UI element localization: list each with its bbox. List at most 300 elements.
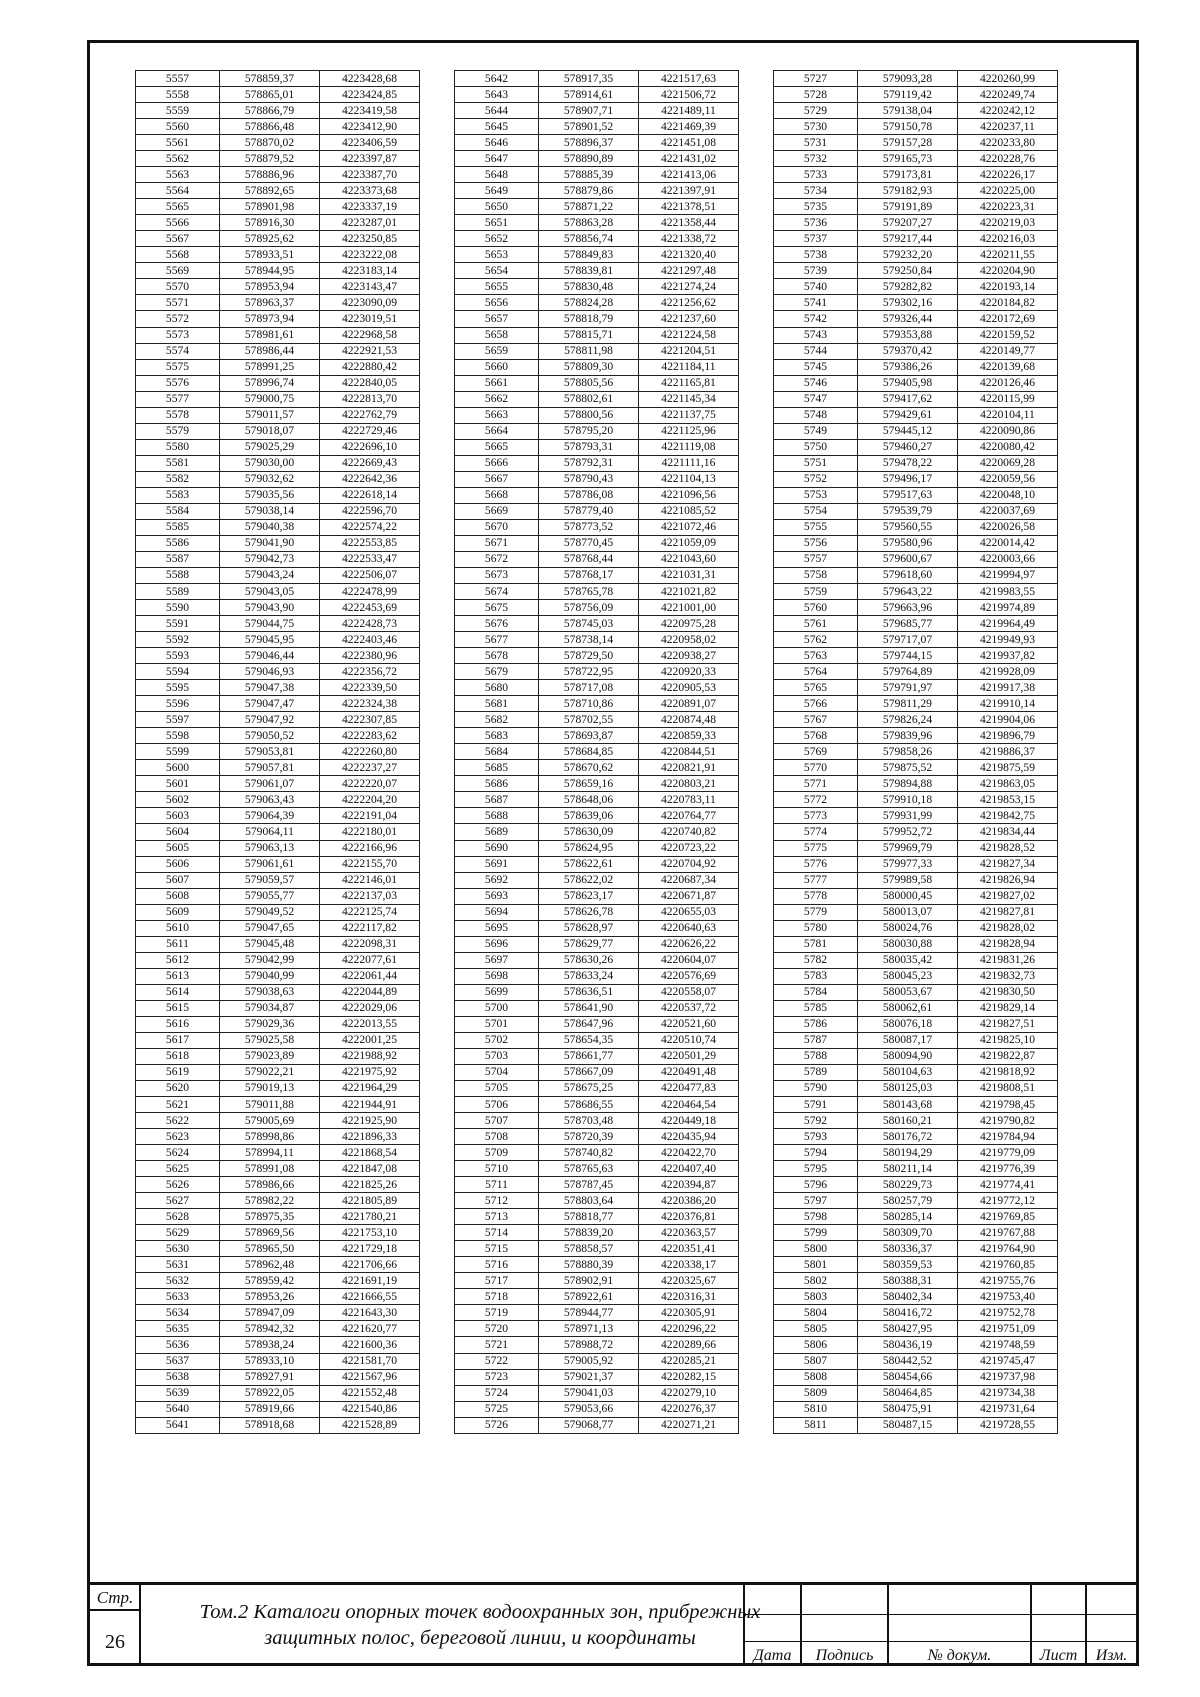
y-coordinate-cell: 4221119,08 xyxy=(639,439,739,455)
y-coordinate-cell: 4220316,31 xyxy=(639,1289,739,1305)
table-row xyxy=(774,519,1058,535)
point-number-cell: 5723 xyxy=(455,1369,539,1385)
point-number-cell: 5567 xyxy=(136,231,220,247)
point-number-cell: 5762 xyxy=(774,632,858,648)
x-coordinate-cell: 578717,08 xyxy=(539,680,639,696)
x-coordinate-cell: 580053,67 xyxy=(858,984,958,1000)
x-coordinate-cell: 578670,62 xyxy=(539,760,639,776)
point-number-cell: 5663 xyxy=(455,407,539,423)
y-coordinate-cell: 4223419,58 xyxy=(320,103,420,119)
y-coordinate-cell: 4220260,99 xyxy=(958,71,1058,87)
x-coordinate-cell: 579931,99 xyxy=(858,808,958,824)
x-coordinate-cell: 578959,42 xyxy=(220,1273,320,1289)
point-number-cell: 5707 xyxy=(455,1113,539,1129)
x-coordinate-cell: 580427,95 xyxy=(858,1321,958,1337)
point-number-cell: 5729 xyxy=(774,103,858,119)
x-coordinate-cell: 578982,22 xyxy=(220,1193,320,1209)
point-number-cell: 5686 xyxy=(455,776,539,792)
x-coordinate-cell: 579021,37 xyxy=(539,1369,639,1385)
x-coordinate-cell: 578858,57 xyxy=(539,1241,639,1257)
x-coordinate-cell: 578805,56 xyxy=(539,375,639,391)
x-coordinate-cell: 579043,05 xyxy=(220,584,320,600)
table-row xyxy=(455,1273,739,1289)
x-coordinate-cell: 580104,63 xyxy=(858,1064,958,1080)
y-coordinate-cell: 4221925,90 xyxy=(320,1113,420,1129)
x-coordinate-cell: 579894,88 xyxy=(858,776,958,792)
x-coordinate-cell: 578991,25 xyxy=(220,359,320,375)
y-coordinate-cell: 4219910,14 xyxy=(958,696,1058,712)
point-number-cell: 5611 xyxy=(136,936,220,952)
table-row xyxy=(455,103,739,119)
x-coordinate-cell: 580475,91 xyxy=(858,1401,958,1417)
y-coordinate-cell: 4222125,74 xyxy=(320,904,420,920)
point-number-cell: 5649 xyxy=(455,183,539,199)
table-row xyxy=(136,103,420,119)
table-row xyxy=(136,167,420,183)
table-row xyxy=(455,920,739,936)
table-row xyxy=(136,952,420,968)
point-number-cell: 5766 xyxy=(774,696,858,712)
point-number-cell: 5579 xyxy=(136,423,220,439)
x-coordinate-cell: 579460,27 xyxy=(858,439,958,455)
point-number-cell: 5697 xyxy=(455,952,539,968)
y-coordinate-cell: 4222098,31 xyxy=(320,936,420,952)
point-number-cell: 5638 xyxy=(136,1369,220,1385)
point-number-cell: 5672 xyxy=(455,551,539,567)
x-coordinate-cell: 578710,86 xyxy=(539,696,639,712)
y-coordinate-cell: 4219829,14 xyxy=(958,1000,1058,1016)
point-number-cell: 5803 xyxy=(774,1289,858,1305)
table-row xyxy=(455,936,739,952)
y-coordinate-cell: 4221338,72 xyxy=(639,231,739,247)
y-coordinate-cell: 4220704,92 xyxy=(639,856,739,872)
y-coordinate-cell: 4220687,34 xyxy=(639,872,739,888)
table-row xyxy=(774,535,1058,551)
y-coordinate-cell: 4220435,94 xyxy=(639,1129,739,1145)
table-row xyxy=(136,1016,420,1032)
y-coordinate-cell: 4222001,25 xyxy=(320,1032,420,1048)
table-row xyxy=(455,1080,739,1096)
point-number-cell: 5783 xyxy=(774,968,858,984)
y-coordinate-cell: 4221753,10 xyxy=(320,1225,420,1241)
point-number-cell: 5580 xyxy=(136,439,220,455)
y-coordinate-cell: 4220211,55 xyxy=(958,247,1058,263)
x-coordinate-cell: 578856,74 xyxy=(539,231,639,247)
table-row xyxy=(774,968,1058,984)
x-coordinate-cell: 579643,22 xyxy=(858,584,958,600)
y-coordinate-cell: 4219974,89 xyxy=(958,600,1058,616)
y-coordinate-cell: 4221001,00 xyxy=(639,600,739,616)
y-coordinate-cell: 4222968,58 xyxy=(320,327,420,343)
point-number-cell: 5698 xyxy=(455,968,539,984)
y-coordinate-cell: 4221320,40 xyxy=(639,247,739,263)
point-number-cell: 5781 xyxy=(774,936,858,952)
y-coordinate-cell: 4220376,81 xyxy=(639,1209,739,1225)
point-number-cell: 5575 xyxy=(136,359,220,375)
table-row xyxy=(774,1241,1058,1257)
point-number-cell: 5713 xyxy=(455,1209,539,1225)
point-number-cell: 5756 xyxy=(774,535,858,551)
x-coordinate-cell: 579050,52 xyxy=(220,728,320,744)
y-coordinate-cell: 4223373,68 xyxy=(320,183,420,199)
table-row xyxy=(774,151,1058,167)
point-number-cell: 5808 xyxy=(774,1369,858,1385)
x-coordinate-cell: 579405,98 xyxy=(858,375,958,391)
x-coordinate-cell: 578981,61 xyxy=(220,327,320,343)
y-coordinate-cell: 4220407,40 xyxy=(639,1161,739,1177)
document-title-line-1: Том.2 Каталоги опорных точек водоохранных зон, прибрежных xyxy=(199,1601,761,1623)
table-row xyxy=(774,840,1058,856)
x-coordinate-cell: 579053,66 xyxy=(539,1401,639,1417)
y-coordinate-cell: 4220576,69 xyxy=(639,968,739,984)
table-row xyxy=(774,888,1058,904)
point-number-cell: 5624 xyxy=(136,1145,220,1161)
y-coordinate-cell: 4222220,07 xyxy=(320,776,420,792)
point-number-cell: 5604 xyxy=(136,824,220,840)
table-row xyxy=(455,327,739,343)
y-coordinate-cell: 4220104,11 xyxy=(958,407,1058,423)
y-coordinate-cell: 4220159,52 xyxy=(958,327,1058,343)
y-coordinate-cell: 4220723,22 xyxy=(639,840,739,856)
point-number-cell: 5564 xyxy=(136,183,220,199)
x-coordinate-cell: 578839,20 xyxy=(539,1225,639,1241)
page-number: 26 xyxy=(105,1631,125,1653)
x-coordinate-cell: 579045,95 xyxy=(220,632,320,648)
table-row xyxy=(455,1000,739,1016)
y-coordinate-cell: 4219827,51 xyxy=(958,1016,1058,1032)
point-number-cell: 5669 xyxy=(455,503,539,519)
y-coordinate-cell: 4220363,57 xyxy=(639,1225,739,1241)
x-coordinate-cell: 578902,91 xyxy=(539,1273,639,1289)
y-coordinate-cell: 4219798,45 xyxy=(958,1097,1058,1113)
point-number-cell: 5614 xyxy=(136,984,220,1000)
point-number-cell: 5798 xyxy=(774,1209,858,1225)
y-coordinate-cell: 4222880,42 xyxy=(320,359,420,375)
table-row xyxy=(774,167,1058,183)
table-row xyxy=(455,471,739,487)
table-row xyxy=(774,792,1058,808)
point-number-cell: 5678 xyxy=(455,648,539,664)
table-row xyxy=(455,1129,739,1145)
table-row xyxy=(136,535,420,551)
y-coordinate-cell: 4221125,96 xyxy=(639,423,739,439)
point-number-cell: 5797 xyxy=(774,1193,858,1209)
x-coordinate-cell: 579049,52 xyxy=(220,904,320,920)
y-coordinate-cell: 4219825,10 xyxy=(958,1032,1058,1048)
y-coordinate-cell: 4219760,85 xyxy=(958,1257,1058,1273)
table-row xyxy=(136,1193,420,1209)
y-coordinate-cell: 4220604,07 xyxy=(639,952,739,968)
x-coordinate-cell: 579005,92 xyxy=(539,1353,639,1369)
point-number-cell: 5681 xyxy=(455,696,539,712)
point-number-cell: 5741 xyxy=(774,295,858,311)
x-coordinate-cell: 578986,44 xyxy=(220,343,320,359)
point-number-cell: 5591 xyxy=(136,616,220,632)
table-row xyxy=(455,744,739,760)
x-coordinate-cell: 578623,17 xyxy=(539,888,639,904)
point-number-cell: 5644 xyxy=(455,103,539,119)
y-coordinate-cell: 4221043,60 xyxy=(639,551,739,567)
point-number-cell: 5627 xyxy=(136,1193,220,1209)
x-coordinate-cell: 578919,66 xyxy=(220,1401,320,1417)
y-coordinate-cell: 4223337,19 xyxy=(320,199,420,215)
y-coordinate-cell: 4219832,73 xyxy=(958,968,1058,984)
y-coordinate-cell: 4222921,53 xyxy=(320,343,420,359)
table-row xyxy=(136,760,420,776)
y-coordinate-cell: 4222729,46 xyxy=(320,423,420,439)
table-row xyxy=(136,1337,420,1353)
table-row xyxy=(136,1161,420,1177)
point-number-cell: 5780 xyxy=(774,920,858,936)
table-row xyxy=(455,1305,739,1321)
table-row xyxy=(774,616,1058,632)
point-number-cell: 5749 xyxy=(774,423,858,439)
y-coordinate-cell: 4220126,46 xyxy=(958,375,1058,391)
point-number-cell: 5557 xyxy=(136,71,220,87)
y-coordinate-cell: 4220501,29 xyxy=(639,1048,739,1064)
point-number-cell: 5779 xyxy=(774,904,858,920)
y-coordinate-cell: 4220219,03 xyxy=(958,215,1058,231)
y-coordinate-cell: 4219728,55 xyxy=(958,1417,1058,1433)
table-row xyxy=(774,712,1058,728)
point-number-cell: 5568 xyxy=(136,247,220,263)
point-number-cell: 5786 xyxy=(774,1016,858,1032)
x-coordinate-cell: 578622,61 xyxy=(539,856,639,872)
y-coordinate-cell: 4220225,00 xyxy=(958,183,1058,199)
point-number-cell: 5782 xyxy=(774,952,858,968)
x-coordinate-cell: 579063,43 xyxy=(220,792,320,808)
point-number-cell: 5784 xyxy=(774,984,858,1000)
table-row xyxy=(136,423,420,439)
x-coordinate-cell: 579839,96 xyxy=(858,728,958,744)
y-coordinate-cell: 4220905,53 xyxy=(639,680,739,696)
table-row xyxy=(774,71,1058,87)
table-row xyxy=(136,1417,420,1433)
y-coordinate-cell: 4222166,96 xyxy=(320,840,420,856)
point-number-cell: 5743 xyxy=(774,327,858,343)
point-number-cell: 5569 xyxy=(136,263,220,279)
y-coordinate-cell: 4220289,66 xyxy=(639,1337,739,1353)
x-coordinate-cell: 579764,89 xyxy=(858,664,958,680)
table-row xyxy=(136,215,420,231)
y-coordinate-cell: 4219937,82 xyxy=(958,648,1058,664)
table-row xyxy=(136,1080,420,1096)
point-number-cell: 5687 xyxy=(455,792,539,808)
x-coordinate-cell: 578849,83 xyxy=(539,247,639,263)
x-coordinate-cell: 578890,89 xyxy=(539,151,639,167)
x-coordinate-cell: 578996,74 xyxy=(220,375,320,391)
x-coordinate-cell: 579560,55 xyxy=(858,519,958,535)
sheet-column-label: Лист xyxy=(1039,1647,1078,1664)
table-row xyxy=(136,904,420,920)
x-coordinate-cell: 579040,99 xyxy=(220,968,320,984)
table-row xyxy=(455,584,739,600)
table-row xyxy=(136,295,420,311)
y-coordinate-cell: 4220740,82 xyxy=(639,824,739,840)
x-coordinate-cell: 578953,26 xyxy=(220,1289,320,1305)
table-row xyxy=(136,888,420,904)
x-coordinate-cell: 578969,56 xyxy=(220,1225,320,1241)
x-coordinate-cell: 579858,26 xyxy=(858,744,958,760)
point-number-cell: 5745 xyxy=(774,359,858,375)
x-coordinate-cell: 579019,13 xyxy=(220,1080,320,1096)
point-number-cell: 5701 xyxy=(455,1016,539,1032)
table-row xyxy=(136,824,420,840)
x-coordinate-cell: 580035,42 xyxy=(858,952,958,968)
point-number-cell: 5662 xyxy=(455,391,539,407)
x-coordinate-cell: 579043,24 xyxy=(220,567,320,583)
point-number-cell: 5776 xyxy=(774,856,858,872)
point-number-cell: 5633 xyxy=(136,1289,220,1305)
point-number-cell: 5655 xyxy=(455,279,539,295)
point-number-cell: 5718 xyxy=(455,1289,539,1305)
x-coordinate-cell: 580436,19 xyxy=(858,1337,958,1353)
y-coordinate-cell: 4219822,87 xyxy=(958,1048,1058,1064)
table-row xyxy=(455,1401,739,1417)
table-row xyxy=(136,808,420,824)
point-number-cell: 5791 xyxy=(774,1097,858,1113)
x-coordinate-cell: 578944,95 xyxy=(220,263,320,279)
table-row xyxy=(774,696,1058,712)
table-row xyxy=(136,968,420,984)
point-number-cell: 5559 xyxy=(136,103,220,119)
point-number-cell: 5600 xyxy=(136,760,220,776)
point-number-cell: 5637 xyxy=(136,1353,220,1369)
y-coordinate-cell: 4221237,60 xyxy=(639,311,739,327)
point-number-cell: 5679 xyxy=(455,664,539,680)
table-row xyxy=(455,1369,739,1385)
point-number-cell: 5747 xyxy=(774,391,858,407)
x-coordinate-cell: 578879,52 xyxy=(220,151,320,167)
x-coordinate-cell: 578944,77 xyxy=(539,1305,639,1321)
table-row xyxy=(455,1417,739,1433)
y-coordinate-cell: 4222137,03 xyxy=(320,888,420,904)
point-number-cell: 5717 xyxy=(455,1273,539,1289)
x-coordinate-cell: 580487,15 xyxy=(858,1417,958,1433)
x-coordinate-cell: 579207,27 xyxy=(858,215,958,231)
y-coordinate-cell: 4219828,94 xyxy=(958,936,1058,952)
table-row xyxy=(774,1097,1058,1113)
y-coordinate-cell: 4222669,43 xyxy=(320,455,420,471)
x-coordinate-cell: 579038,14 xyxy=(220,503,320,519)
x-coordinate-cell: 578998,86 xyxy=(220,1129,320,1145)
y-coordinate-cell: 4222191,04 xyxy=(320,808,420,824)
x-coordinate-cell: 578756,09 xyxy=(539,600,639,616)
coordinates-table-2 xyxy=(454,70,739,1434)
point-number-cell: 5752 xyxy=(774,471,858,487)
y-coordinate-cell: 4219827,81 xyxy=(958,904,1058,920)
y-coordinate-cell: 4220271,21 xyxy=(639,1417,739,1433)
x-coordinate-cell: 580030,88 xyxy=(858,936,958,952)
y-coordinate-cell: 4219734,38 xyxy=(958,1385,1058,1401)
point-number-cell: 5682 xyxy=(455,712,539,728)
y-coordinate-cell: 4220037,69 xyxy=(958,503,1058,519)
table-row xyxy=(774,872,1058,888)
point-number-cell: 5635 xyxy=(136,1321,220,1337)
document-number-column-label: № докум. xyxy=(927,1647,992,1664)
point-number-cell: 5790 xyxy=(774,1080,858,1096)
x-coordinate-cell: 579022,21 xyxy=(220,1064,320,1080)
table-row xyxy=(136,247,420,263)
x-coordinate-cell: 578901,52 xyxy=(539,119,639,135)
table-row xyxy=(455,952,739,968)
x-coordinate-cell: 579041,03 xyxy=(539,1385,639,1401)
table-row xyxy=(136,503,420,519)
point-number-cell: 5751 xyxy=(774,455,858,471)
table-row xyxy=(455,856,739,872)
point-number-cell: 5641 xyxy=(136,1417,220,1433)
y-coordinate-cell: 4223222,08 xyxy=(320,247,420,263)
y-coordinate-cell: 4221666,55 xyxy=(320,1289,420,1305)
y-coordinate-cell: 4222618,14 xyxy=(320,487,420,503)
table-row xyxy=(136,696,420,712)
table-row xyxy=(774,744,1058,760)
table-row xyxy=(774,1113,1058,1129)
x-coordinate-cell: 579011,88 xyxy=(220,1097,320,1113)
table-row xyxy=(774,1369,1058,1385)
table-row xyxy=(455,1321,739,1337)
table-row xyxy=(136,1097,420,1113)
point-number-cell: 5622 xyxy=(136,1113,220,1129)
point-number-cell: 5702 xyxy=(455,1032,539,1048)
point-number-cell: 5806 xyxy=(774,1337,858,1353)
x-coordinate-cell: 579250,84 xyxy=(858,263,958,279)
x-coordinate-cell: 579150,78 xyxy=(858,119,958,135)
x-coordinate-cell: 578629,77 xyxy=(539,936,639,952)
point-number-cell: 5801 xyxy=(774,1257,858,1273)
point-number-cell: 5642 xyxy=(455,71,539,87)
y-coordinate-cell: 4222260,80 xyxy=(320,744,420,760)
table-row xyxy=(455,247,739,263)
y-coordinate-cell: 4220193,14 xyxy=(958,279,1058,295)
y-coordinate-cell: 4221096,56 xyxy=(639,487,739,503)
table-row xyxy=(455,648,739,664)
y-coordinate-cell: 4219767,88 xyxy=(958,1225,1058,1241)
y-coordinate-cell: 4220920,33 xyxy=(639,664,739,680)
point-number-cell: 5799 xyxy=(774,1225,858,1241)
x-coordinate-cell: 579302,16 xyxy=(858,295,958,311)
table-row xyxy=(136,728,420,744)
x-coordinate-cell: 578975,35 xyxy=(220,1209,320,1225)
x-coordinate-cell: 578818,77 xyxy=(539,1209,639,1225)
x-coordinate-cell: 578667,09 xyxy=(539,1064,639,1080)
y-coordinate-cell: 4221600,36 xyxy=(320,1337,420,1353)
x-coordinate-cell: 580454,66 xyxy=(858,1369,958,1385)
table-row xyxy=(455,375,739,391)
y-coordinate-cell: 4222574,22 xyxy=(320,519,420,535)
point-number-cell: 5725 xyxy=(455,1401,539,1417)
y-coordinate-cell: 4221620,77 xyxy=(320,1321,420,1337)
table-row xyxy=(455,279,739,295)
point-number-cell: 5795 xyxy=(774,1161,858,1177)
point-number-cell: 5811 xyxy=(774,1417,858,1433)
x-coordinate-cell: 578916,30 xyxy=(220,215,320,231)
point-number-cell: 5645 xyxy=(455,119,539,135)
x-coordinate-cell: 579353,88 xyxy=(858,327,958,343)
y-coordinate-cell: 4220626,22 xyxy=(639,936,739,952)
table-row xyxy=(774,183,1058,199)
table-row xyxy=(455,487,739,503)
y-coordinate-cell: 4223250,85 xyxy=(320,231,420,247)
x-coordinate-cell: 579063,13 xyxy=(220,840,320,856)
y-coordinate-cell: 4220958,02 xyxy=(639,632,739,648)
point-number-cell: 5764 xyxy=(774,664,858,680)
table-row xyxy=(774,279,1058,295)
point-number-cell: 5760 xyxy=(774,600,858,616)
y-coordinate-cell: 4219753,40 xyxy=(958,1289,1058,1305)
table-row xyxy=(455,664,739,680)
coordinates-table-1 xyxy=(135,70,420,1434)
